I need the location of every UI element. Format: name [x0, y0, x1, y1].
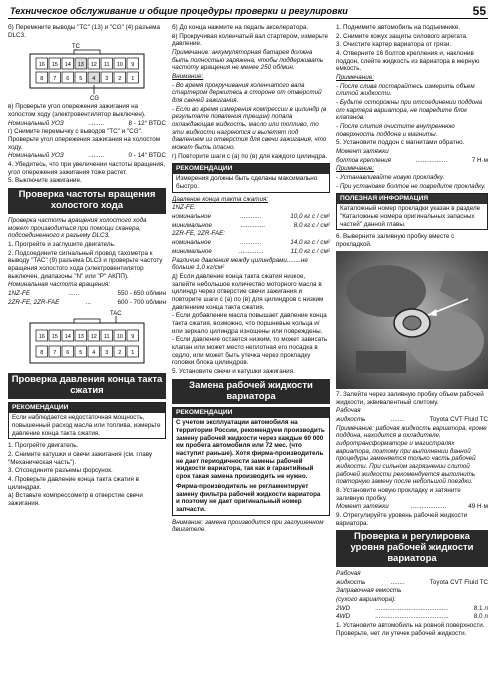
text-paragraph: г) Повторите шаги с (а) по (в) для каждого цилиндра. [172, 152, 328, 160]
note-paragraph: Примечание: аккумуляторная батарея должна быть полностью заряжена, чтобы поддерживать частоту вращения не менее 250 об/мин. [172, 49, 324, 72]
spec-row: 2WD .......................................... 8,1 л [336, 604, 488, 612]
dlc3-connector-diagram-tc-cg [8, 41, 166, 101]
connector-pin-number: 14 [64, 62, 71, 69]
connector-pin-number: 10 [116, 62, 123, 69]
connector-pin-number: 15 [51, 334, 58, 341]
text-paragraph: 9. Отрегулируйте уровень рабочей жидкости вариатора. [336, 511, 468, 527]
text-paragraph: б) До конца нажмите на педаль акселератора. [172, 24, 309, 31]
spec-heading: Рабочая [336, 407, 361, 415]
spec-row: минимальное .............. 11,0 кг с / см² [172, 247, 330, 255]
connector-pin-number: 13 [77, 62, 84, 69]
recommendation-body: Измерения должны быть сделаны максимально быстро. [176, 175, 318, 191]
spec-row: жидкость ........ Toyota CVT Fluid TC [336, 578, 488, 586]
connector-pin-number: 1 [131, 350, 135, 357]
connector-pin-number: 5 [79, 350, 83, 357]
text-paragraph: в) Проверьте угол опережения зажигания на холостом ходу (электровентилятор выключен). [8, 103, 146, 119]
connector-pin-number: 15 [51, 62, 58, 69]
recommendation-box [8, 402, 166, 439]
connector-pin-number: 11 [103, 62, 110, 69]
connector-pin-number: 8 [40, 76, 44, 83]
connector-pin-number: 4 [92, 350, 96, 357]
connector-pin-number: 3 [105, 350, 109, 357]
text-paragraph: 1. Поднимите автомобиль на подъемнике. [336, 24, 461, 31]
connector-pin-number: 6 [66, 350, 70, 357]
note-heading: Примечание: [336, 74, 375, 82]
recommendation-body: Фирма-производитель не регламентирует замену фильтра рабочей жидкости вариатора и поэтому не дает оригинальный номер запчасти. [176, 482, 321, 513]
text-paragraph: 4. Отверните 16 болтов крепления и, наклонив поддон, слейте жидкость из вариатора в мерную емкость. [336, 50, 480, 73]
recommendation-body: Если наблюдается недостаточная мощность, повышенный расход масла или топлива, измерьте давление конца такта сжатия. [12, 414, 161, 437]
note-item: - Будьте осторожны при отсоединении поддона от картера вариатора, не повредите блок клапанов. [336, 99, 483, 122]
label-cg: CG [90, 96, 99, 102]
connector-pin-number: 14 [64, 334, 71, 341]
text-paragraph: 6. Выверните заливную пробку вместе с прокладкой. [336, 233, 455, 249]
text-paragraph: Номинальная частота вращения: [8, 281, 110, 289]
text-paragraph: 3. Отсоедините разъемы форсунок. [8, 467, 113, 475]
note-item: - После слития очистите внутреннюю поверхность поддона и магниты. [336, 123, 455, 138]
spec-heading: Заправочная емкость [336, 587, 402, 595]
photo-svg [336, 251, 488, 389]
spec-row: 2ZR-FE, 2ZR-FAE ... 600 - 700 об/мин [8, 298, 166, 306]
text-paragraph: - Если добавление масла повышает давление конца такта сжатия, возможно, что поршневые кольца и/или зеркало цилиндра изношены или повреждены. [172, 312, 327, 335]
note-item: - Устанавливайте новую прокладку. [336, 174, 445, 182]
recommendation-box [172, 407, 330, 515]
text-paragraph: а) Вставьте компрессометр в отверстие свечи зажигания. [8, 492, 143, 507]
connector-pin-number: 2 [118, 76, 122, 83]
connector-svg [12, 308, 162, 370]
warning-heading: Внимание: [172, 73, 204, 81]
connector-pin-number: 9 [131, 62, 135, 69]
section-heading-cvt-fluid-replace: Замена рабочей жидкости вариатора [172, 379, 330, 405]
text-paragraph: 5. Установите поддон с магнитами обратно. [336, 139, 465, 147]
connector-svg [12, 41, 162, 101]
warning-item: - Если во время измерения компрессии в цилиндр (в результате появления трещин) попала охлаждающая жидкость, масло или топливо, то эти жидкости нагреются и вылетят под давлением из отверстия для свечи зажигания, что может быть опасно. [172, 105, 327, 152]
text-paragraph: 4. Проверьте давление конца такта сжатия в цилиндрах. [8, 475, 140, 491]
text-paragraph: 4. Убедитесь, что при увеличении частоты вращения, угол опережения зажигания тоже растет. [8, 161, 166, 176]
warning-paragraph: Внимание: замена производится при заглушенном двигателе. [172, 518, 324, 534]
spec-row: Различие давления между цилиндрами........не больше 1,0 кг/см² [172, 256, 308, 272]
info-box [336, 193, 488, 230]
connector-pin-number: 16 [38, 62, 45, 69]
text-paragraph: 5. Установите свечи и катушки зажигания. [172, 367, 295, 375]
text-paragraph: в) Прокручивая коленчатый вал стартером, измерьте давление. [172, 32, 328, 48]
recommendation-title: РЕКОМЕНДАЦИИ [173, 408, 329, 418]
text-paragraph: б) Перемкните выводы "TC" (13) и "CG" (4) разъема DLC3. [8, 24, 160, 39]
page-title: Техническое обслуживание и общие процедуры проверки и регулировки [10, 6, 348, 16]
spec-heading: Рабочая [336, 570, 361, 578]
text-paragraph: 2. Снимите кожух защиты силового агрегата. [336, 32, 468, 40]
text-paragraph: г) Снимите перемычку с выводов "TC" и "CG". Проверьте угол опережения зажигания на холостом ходу. [8, 128, 161, 151]
page-header [8, 5, 488, 19]
text-paragraph: 2. Снимите катушки и свечи зажигания (см. главу "Механическая часть"). [8, 450, 153, 466]
spec-row: Номинальный УОЗ ......... 0 - 14° BTDC [8, 152, 166, 160]
spec-row: номинальное ............ 10,0 кг с / см² [172, 213, 330, 221]
connector-pin-number: 1 [131, 76, 135, 83]
spec-heading: Момент затяжки [336, 148, 389, 156]
column-left [8, 24, 166, 696]
text-paragraph: 1. Прогрейте двигатель. [8, 442, 79, 450]
connector-pin-number: 10 [116, 334, 123, 341]
spec-row: Номинальный УОЗ ......... 8 - 12° BTDC [8, 119, 166, 127]
spec-row: жидкость ........ Toyota CVT Fluid TC [336, 415, 488, 423]
recommendation-title: РЕКОМЕНДАЦИИ [173, 164, 329, 174]
warning-item: - Во время прокручивания коленчатого вала стартером держитесь в стороне от отверстий для свечей зажигания. [172, 81, 322, 105]
spec-subheading: 2ZR-FE, 2ZR-FAE: [172, 230, 226, 238]
page-number: 55 [472, 4, 486, 18]
recommendation-box [172, 163, 330, 192]
text-paragraph: д) Если давление конца такта сжатия низкое, залейте небольшое количество моторного масла в цилиндр через отверстие свечи зажигания и повторите шаги с (а) по (в) для цилиндров с низким давлением конца такта сжатия. [172, 272, 324, 311]
spec-heading: Давление конца такта сжатия: [172, 195, 269, 203]
spec-row: минимальное .............. 8,0 кг с / см² [172, 221, 330, 229]
text-paragraph: 3. Очистите картер вариатора от грязи. [336, 41, 452, 49]
info-title: ПОЛЕЗНАЯ ИНФОРМАЦИЯ [337, 194, 487, 204]
connector-pin-number: 3 [105, 76, 109, 83]
connector-pin-number: 12 [90, 62, 97, 69]
recommendation-body: С учетом эксплуатации автомобиля на территории России, рекомендуем производить замену рабочей жидкости через каждые 60 000 км пробега автомобиля или 72 мес. (что наступит раньше). Хотя фирма-производитель не дает периодичности замены рабочей жидкости вариатора, так как в гарантийный срок такая замена производить не нужно. [176, 419, 325, 481]
connector-pin-number: 11 [103, 334, 110, 341]
text-paragraph: 8. Установите новую прокладку и затяните заливную пробку. [336, 486, 461, 502]
cvt-filler-plug-photo [336, 251, 488, 389]
connector-pin-number: 6 [66, 76, 70, 83]
spec-row: болтов крепления .................. 7 Н·м [336, 156, 488, 164]
connector-pin-number: 13 [77, 334, 84, 341]
note-heading: Примечание: [336, 165, 375, 173]
recommendation-title: РЕКОМЕНДАЦИИ [9, 403, 165, 413]
connector-pin-number: 8 [40, 350, 44, 357]
connector-pin-number: 5 [79, 76, 83, 83]
section-heading-compression: Проверка давления конца такта сжатия [8, 373, 166, 399]
label-tac: TAC [110, 311, 122, 318]
text-paragraph: Проверка частоты вращения холостого хода может производиться при помощи сканера, подсоединенного к разъему DLC3. [8, 216, 147, 240]
column-right [336, 24, 488, 696]
section-heading-cvt-fluid-level: Проверка и регулировка уровня рабочей жидкости вариатора [336, 530, 488, 567]
text-paragraph: 5. Выключите зажигание. [8, 177, 82, 185]
text-paragraph: 1. Прогрейте и заглушите двигатель. [8, 240, 116, 248]
text-paragraph: 2. Подсоедините сигнальный провод тахометра к выводу "TAC" (9) разъема DLC3 и проверьте частоту вращения холостого хода (электровентилятор выключен, диапазоны "N" или "P" АКПП). [8, 249, 163, 280]
info-body: Каталожный номер прокладки указан в разделе "Каталожные номера оригинальных запасных частей" данной главы. [340, 205, 481, 228]
connector-pin-number: 7 [53, 76, 57, 83]
note-item: - После слива постарайтесь измерить объем слитой жидкости. [336, 82, 475, 98]
spec-row: 4WD .......................................... 8,0 л [336, 613, 488, 621]
dlc3-connector-diagram-tac [8, 308, 166, 370]
connector-pin-number: 4 [92, 76, 96, 83]
note-paragraph: Примечание: рабочая жидкость вариатора, кроме поддона, находится в охладителе, гидротрансформаторе и магистралях вариатора, поэтому при выполнении данной процедуры заменяется только часть рабочей жидкости. При сильном загрязнении слитой рабочей жидкости рекомендуется выполнить повторную замену после небольшой поездки. [336, 424, 487, 486]
connector-pin-number: 7 [53, 350, 57, 357]
text-paragraph: 7. Залейте через заливную пробку объем рабочей жидкости, эквивалентный слитому. [336, 390, 484, 406]
column-middle [172, 24, 330, 696]
connector-pin-number: 12 [90, 334, 97, 341]
spec-heading: (сухого вариатора): [336, 596, 396, 604]
spec-subheading: 1NZ-FE: [172, 204, 196, 212]
spec-row: Момент затяжки .................... 49 Н·м [336, 503, 488, 511]
spec-row: 1NZ-FE ...... 550 - 650 об/мин [8, 289, 166, 297]
text-paragraph: 1. Установите автомобиль на ровной поверхности. Проверьте, нет ли утечек рабочей жидкости. [336, 622, 485, 637]
connector-pin-number: 2 [118, 350, 122, 357]
label-tc: TC [72, 44, 80, 51]
text-paragraph: - Если давление остается низким, то может зависать клапан или может место неплотная его посадка в седло, или может быть утечка через прокладку головки блока цилиндров. [172, 336, 328, 367]
connector-pin-number: 9 [131, 334, 135, 341]
spec-row: номинальное ............ 14,0 кг с / см² [172, 239, 330, 247]
note-item: - При установке болтов не повредите прокладку. [336, 182, 486, 190]
section-heading-idle-speed: Проверка частоты вращения холостого хода [8, 188, 166, 214]
connector-pin-number: 16 [38, 334, 45, 341]
